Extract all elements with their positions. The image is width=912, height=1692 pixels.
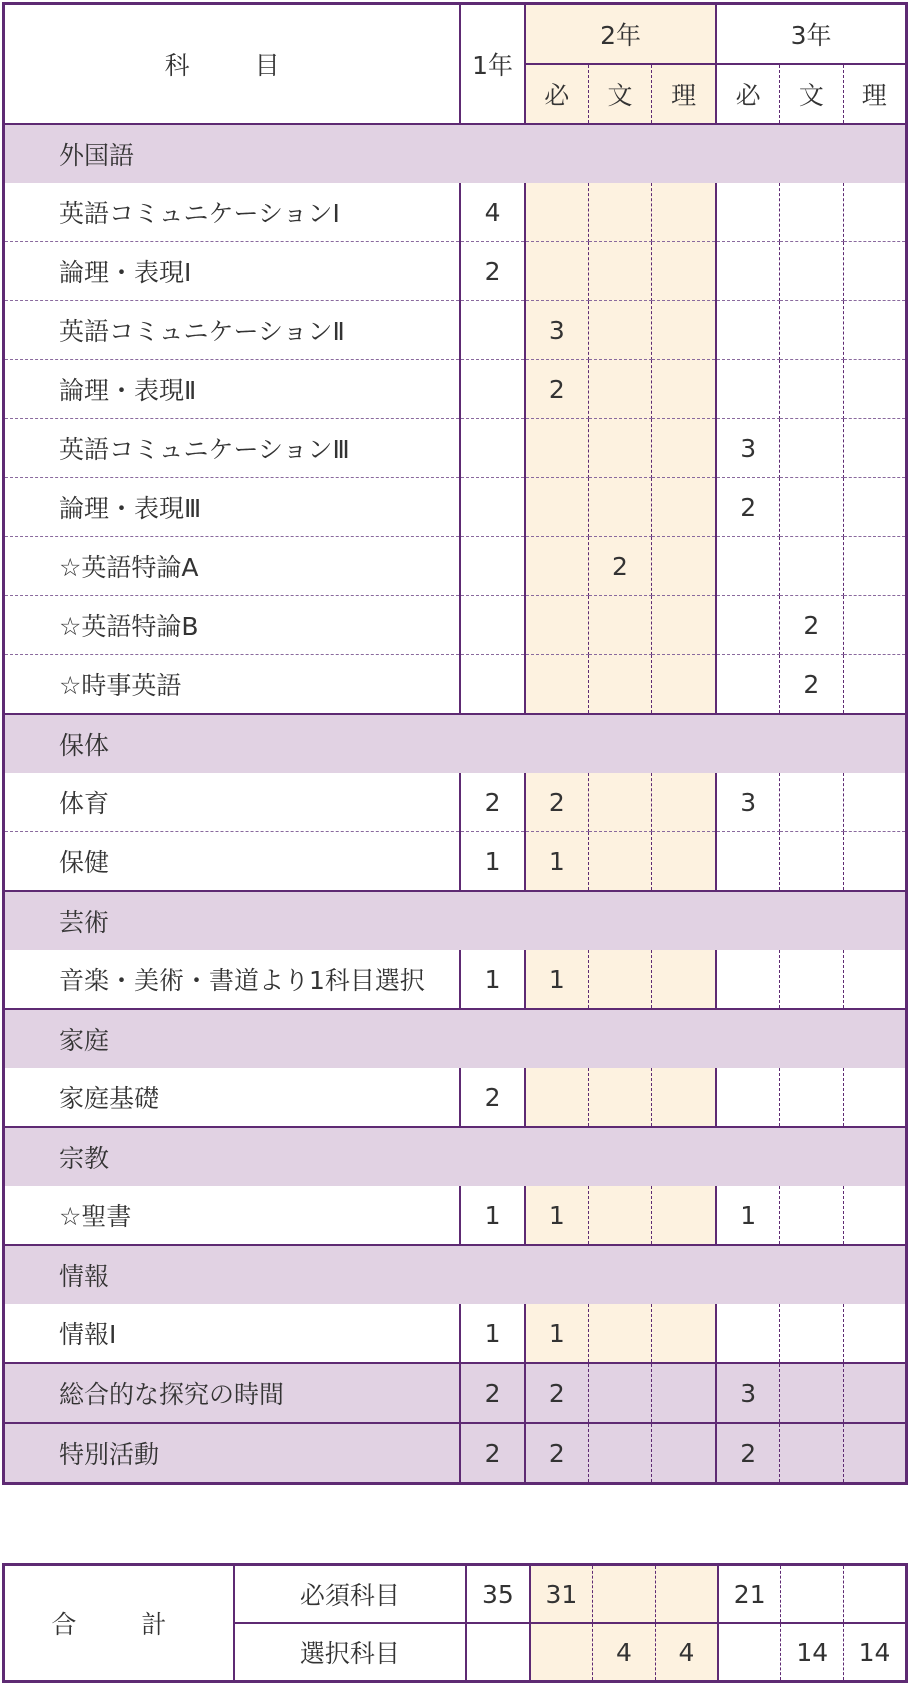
credit-cell <box>588 1363 651 1423</box>
credit-cell: 2 <box>460 1363 524 1423</box>
credit-cell <box>843 655 906 715</box>
credit-cell: 2 <box>716 478 779 537</box>
total-cell: 4 <box>655 1623 718 1682</box>
credit-cell <box>716 301 779 360</box>
credit-cell <box>780 773 843 832</box>
credit-cell: 1 <box>716 1186 779 1245</box>
credit-cell <box>652 301 717 360</box>
subject-row <box>4 655 907 715</box>
subject-row <box>4 1068 907 1127</box>
credit-cell <box>780 1423 843 1484</box>
credit-cell <box>652 1363 717 1423</box>
credit-cell: 1 <box>460 1186 524 1245</box>
category-subject-row <box>4 1423 907 1484</box>
credit-cell: 2 <box>525 773 588 832</box>
credit-cell <box>525 1068 588 1127</box>
totals-row-required <box>4 1565 907 1624</box>
total-cell <box>844 1565 907 1624</box>
subject-name: 論理・表現Ⅰ <box>4 242 461 301</box>
header-y3-humanities: 文 <box>780 64 843 124</box>
total-cell <box>593 1565 656 1624</box>
credit-cell <box>460 478 524 537</box>
header-y2-humanities: 文 <box>588 64 651 124</box>
credit-cell <box>843 419 906 478</box>
credit-cell <box>652 242 717 301</box>
credit-cell <box>652 419 717 478</box>
credit-cell <box>780 183 843 242</box>
category-label: 情報 <box>4 1245 907 1304</box>
credit-cell <box>652 655 717 715</box>
subject-name: 論理・表現Ⅱ <box>4 360 461 419</box>
credit-cell: 1 <box>460 1304 524 1363</box>
category-subject-row <box>4 1363 907 1423</box>
credit-cell <box>843 1363 906 1423</box>
subject-name: 保健 <box>4 832 461 892</box>
credit-cell: 3 <box>716 419 779 478</box>
credit-cell <box>780 301 843 360</box>
credit-cell <box>588 478 651 537</box>
credit-cell <box>588 1304 651 1363</box>
header-year1: 1年 <box>460 4 524 125</box>
credit-cell <box>588 950 651 1009</box>
table-body <box>4 124 907 1484</box>
subject-row <box>4 242 907 301</box>
credit-cell <box>588 1423 651 1484</box>
credit-cell: 2 <box>460 1068 524 1127</box>
totals-elective-label: 選択科目 <box>234 1623 466 1682</box>
subject-name: ☆時事英語 <box>4 655 461 715</box>
subject-name: 情報Ⅰ <box>4 1304 461 1363</box>
credit-cell <box>525 537 588 596</box>
credit-cell: 2 <box>525 1363 588 1423</box>
credit-cell: 1 <box>460 832 524 892</box>
subject-name: 総合的な探究の時間 <box>4 1363 461 1423</box>
header-row-years <box>4 4 907 65</box>
credit-cell: 3 <box>716 1363 779 1423</box>
header-y3-science: 理 <box>861 81 887 110</box>
credit-cell <box>652 1423 717 1484</box>
credit-cell <box>525 183 588 242</box>
credit-cell <box>588 596 651 655</box>
header-year2: 2年 <box>525 4 716 65</box>
credit-cell <box>652 1068 717 1127</box>
category-label: 宗教 <box>4 1127 907 1186</box>
header-y3-required: 必 <box>716 64 779 124</box>
credit-cell <box>588 419 651 478</box>
subject-row <box>4 773 907 832</box>
subject-row <box>4 183 907 242</box>
totals-label: 合 計 <box>4 1565 234 1682</box>
credit-cell <box>588 773 651 832</box>
total-cell <box>781 1565 844 1624</box>
subject-name: 体育 <box>4 773 461 832</box>
credit-cell <box>780 950 843 1009</box>
credit-cell <box>460 419 524 478</box>
credit-cell <box>525 419 588 478</box>
category-label: 家庭 <box>4 1009 907 1068</box>
credit-cell <box>843 773 906 832</box>
credit-cell <box>588 360 651 419</box>
credit-cell <box>652 1186 717 1245</box>
total-cell: 35 <box>466 1565 530 1624</box>
credit-cell <box>588 301 651 360</box>
subject-row <box>4 360 907 419</box>
credit-cell: 4 <box>460 183 524 242</box>
subject-row <box>4 1186 907 1245</box>
credit-cell <box>652 183 717 242</box>
category-row <box>4 891 907 950</box>
credit-cell <box>716 537 779 596</box>
credit-cell <box>588 183 651 242</box>
total-cell: 31 <box>530 1565 593 1624</box>
credit-cell: 2 <box>588 537 651 596</box>
credit-cell <box>780 478 843 537</box>
credit-cell <box>843 596 906 655</box>
credit-cell <box>843 832 906 892</box>
subject-name: 家庭基礎 <box>4 1068 461 1127</box>
credit-cell <box>716 1068 779 1127</box>
category-label: 保体 <box>4 714 907 773</box>
total-cell: 14 <box>781 1623 844 1682</box>
credit-cell <box>716 360 779 419</box>
credit-cell <box>525 655 588 715</box>
credit-cell <box>843 478 906 537</box>
subject-name: 英語コミュニケーションⅡ <box>4 301 461 360</box>
subject-name: 音楽・美術・書道より1科目選択 <box>4 950 461 1009</box>
category-row <box>4 1127 907 1186</box>
header-year3: 3年 <box>716 4 906 65</box>
credit-cell <box>652 832 717 892</box>
credit-cell <box>525 596 588 655</box>
credit-cell <box>716 183 779 242</box>
category-row <box>4 124 907 183</box>
credit-cell <box>843 1068 906 1127</box>
credit-cell <box>716 242 779 301</box>
total-cell: 14 <box>858 1637 891 1667</box>
credit-cell <box>843 301 906 360</box>
credit-cell <box>525 242 588 301</box>
credit-cell <box>652 773 717 832</box>
curriculum-table <box>2 2 908 1485</box>
credit-cell: 2 <box>780 655 843 715</box>
subject-row <box>4 832 907 892</box>
credit-cell: 1 <box>525 1186 588 1245</box>
total-cell: 4 <box>593 1623 656 1682</box>
credit-cell <box>652 537 717 596</box>
credit-cell <box>460 596 524 655</box>
total-cell <box>655 1565 718 1624</box>
credit-cell: 2 <box>780 596 843 655</box>
subject-row <box>4 537 907 596</box>
subject-row <box>4 596 907 655</box>
credit-cell: 3 <box>716 773 779 832</box>
category-label: 芸術 <box>4 891 907 950</box>
credit-cell: 2 <box>460 773 524 832</box>
credit-cell: 2 <box>460 1423 524 1484</box>
credit-cell: 3 <box>525 301 588 360</box>
category-label: 外国語 <box>4 124 907 183</box>
credit-cell: 2 <box>460 242 524 301</box>
credit-cell <box>460 537 524 596</box>
credit-cell <box>843 1423 906 1484</box>
subject-row <box>4 950 907 1009</box>
subject-name: 英語コミュニケーションⅠ <box>4 183 461 242</box>
subject-row <box>4 1304 907 1363</box>
credit-cell <box>525 478 588 537</box>
credit-cell <box>652 596 717 655</box>
total-cell <box>466 1623 530 1682</box>
credit-cell: 2 <box>525 360 588 419</box>
credit-cell <box>780 242 843 301</box>
credit-cell <box>780 1068 843 1127</box>
credit-cell <box>843 183 906 242</box>
subject-name: 論理・表現Ⅲ <box>4 478 461 537</box>
category-row <box>4 714 907 773</box>
credit-cell <box>652 360 717 419</box>
category-row <box>4 1245 907 1304</box>
header-y2-science: 理 <box>652 64 717 124</box>
subject-row <box>4 419 907 478</box>
total-cell <box>718 1623 781 1682</box>
subject-name: ☆英語特論A <box>4 537 461 596</box>
credit-cell <box>780 537 843 596</box>
subject-name: 英語コミュニケーションⅢ <box>4 419 461 478</box>
credit-cell <box>780 1186 843 1245</box>
subject-name: 特別活動 <box>4 1423 461 1484</box>
credit-cell: 2 <box>525 1423 588 1484</box>
credit-cell <box>460 655 524 715</box>
category-row <box>4 1009 907 1068</box>
credit-cell <box>588 655 651 715</box>
subject-row <box>4 301 907 360</box>
credit-cell <box>780 832 843 892</box>
credit-cell <box>780 1304 843 1363</box>
credit-cell <box>652 950 717 1009</box>
credit-cell <box>588 1186 651 1245</box>
subject-name: ☆英語特論B <box>4 596 461 655</box>
credit-cell <box>780 419 843 478</box>
credit-cell <box>588 832 651 892</box>
credit-cell <box>716 655 779 715</box>
subject-row <box>4 478 907 537</box>
credit-cell <box>843 950 906 1009</box>
credit-cell <box>843 242 906 301</box>
credit-cell <box>588 1068 651 1127</box>
credit-cell <box>588 242 651 301</box>
credit-cell: 1 <box>525 950 588 1009</box>
credit-cell <box>843 537 906 596</box>
totals-table <box>2 1563 908 1683</box>
credit-cell <box>460 360 524 419</box>
credit-cell: 1 <box>525 832 588 892</box>
subject-name: ☆聖書 <box>4 1186 461 1245</box>
credit-cell <box>652 1304 717 1363</box>
credit-cell: 1 <box>460 950 524 1009</box>
credit-cell: 2 <box>716 1423 779 1484</box>
credit-cell <box>843 360 906 419</box>
credit-cell <box>780 360 843 419</box>
credit-cell <box>716 950 779 1009</box>
total-cell: 21 <box>718 1565 781 1624</box>
credit-cell <box>843 1304 906 1363</box>
credit-cell <box>716 1304 779 1363</box>
credit-cell <box>843 1186 906 1245</box>
credit-cell <box>716 596 779 655</box>
credit-cell <box>652 478 717 537</box>
total-cell <box>530 1623 593 1682</box>
credit-cell: 1 <box>525 1304 588 1363</box>
credit-cell <box>716 832 779 892</box>
totals-required-label: 必須科目 <box>234 1565 466 1624</box>
header-y2-required: 必 <box>525 64 588 124</box>
header-subject: 科 目 <box>4 4 461 125</box>
credit-cell <box>460 301 524 360</box>
credit-cell <box>780 1363 843 1423</box>
